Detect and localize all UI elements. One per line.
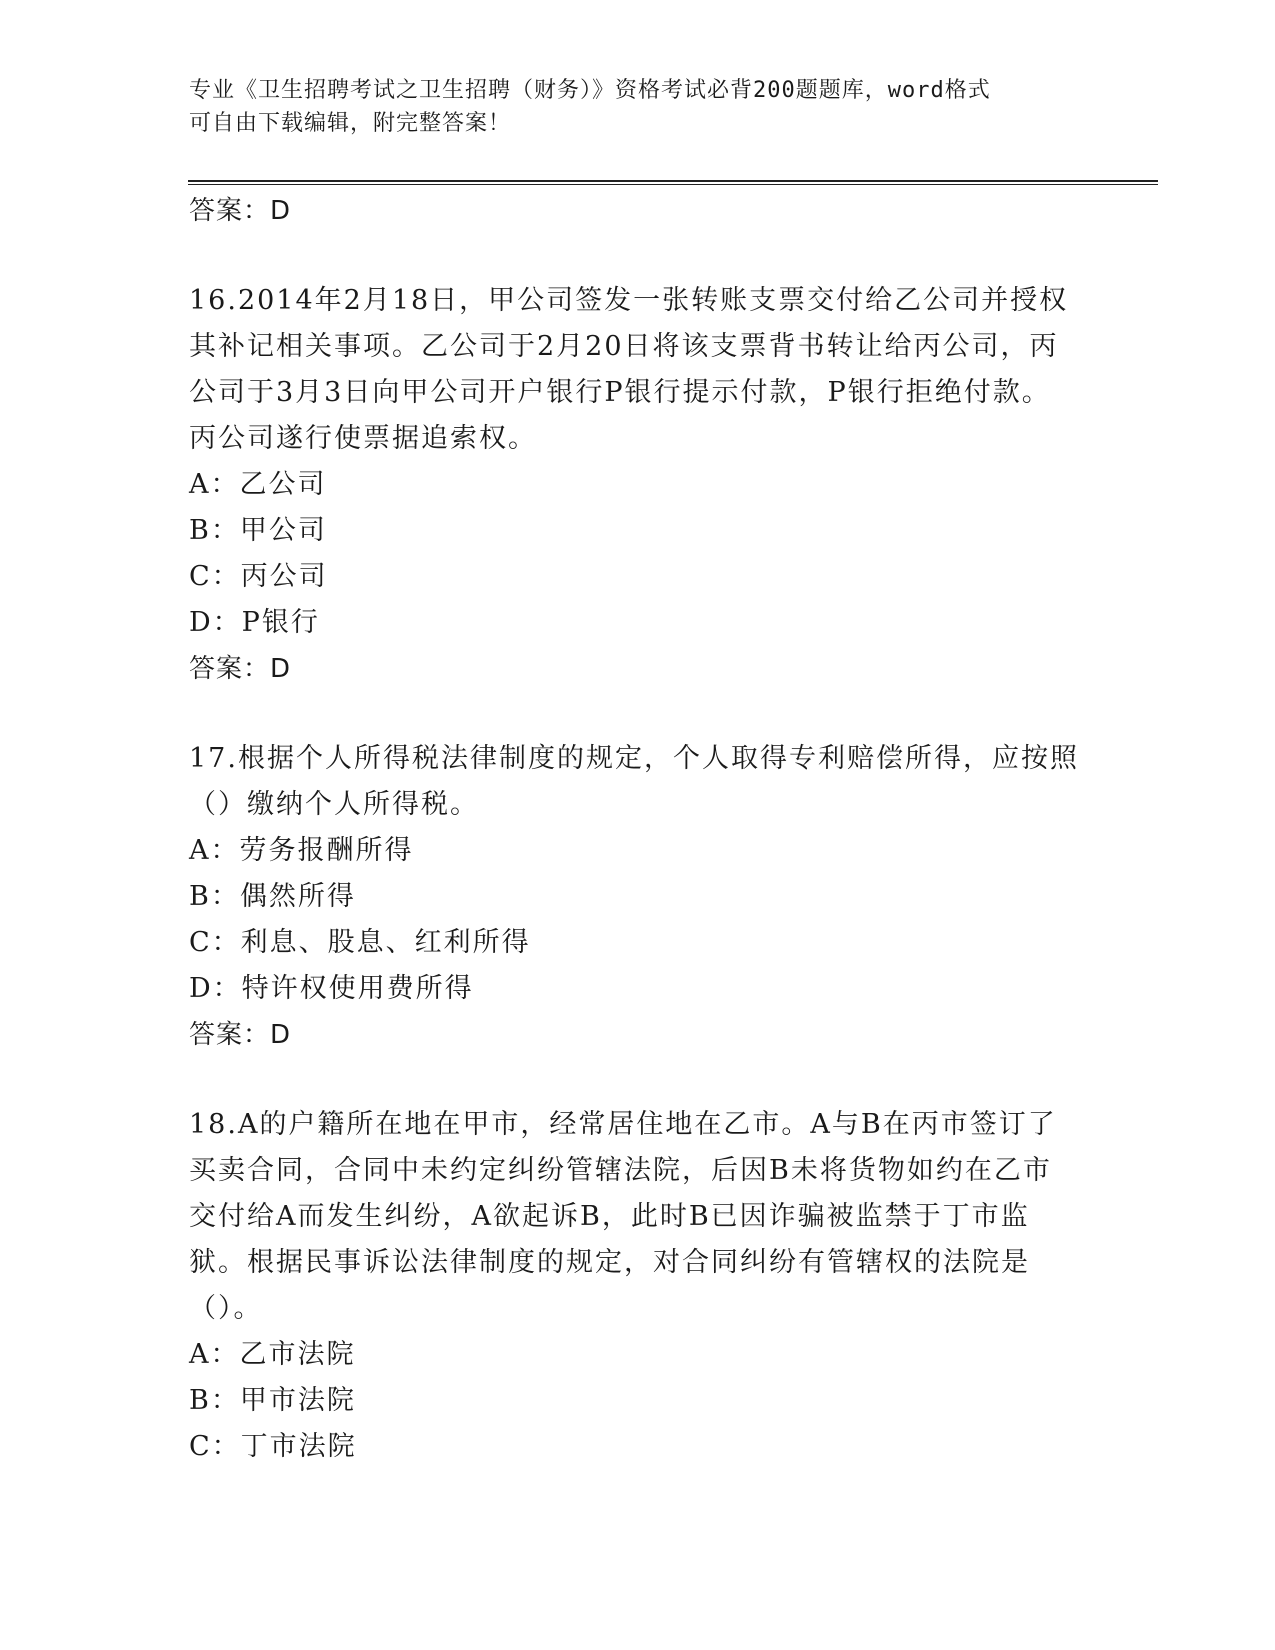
question-17: [189, 736, 1089, 1058]
answer-line: 答案：D: [189, 654, 292, 684]
header-line-2: 可自由下载编辑，附完整答案！: [189, 111, 512, 136]
option-b: B：甲公司: [189, 515, 327, 546]
option-c: C：利息、股息、红利所得: [189, 927, 531, 958]
answer-line: 答案：D: [189, 1020, 292, 1050]
question-18: [189, 1102, 1089, 1470]
question-stem: 18.A的户籍所在地在甲市，经常居住地在乙市。A与B在丙市签订了买卖合同，合同中未约定纠纷管辖法院，后因B未将货物如约在乙市交付给A而发生纠纷，A欲起诉B，此时B已因诈骗被监禁于丁市监狱。根据民事诉讼法律制度的规定，对合同纠纷有管辖权的法院是（）。: [189, 1109, 1057, 1324]
header-rule-thin: [188, 184, 1158, 185]
option-a: A：乙公司: [189, 469, 327, 500]
option-c: C：丁市法院: [189, 1431, 357, 1462]
document-header: [189, 74, 1079, 140]
option-d: D：P银行: [189, 607, 320, 638]
question-stem: 16.2014年2月18日，甲公司签发一张转账支票交付给乙公司并授权其补记相关事项。乙公司于2月20日将该支票背书转让给丙公司，丙公司于3月3日向甲公司开户银行P银行提示付款，P银行拒绝付款。丙公司遂行使票据追索权。: [189, 285, 1069, 454]
option-a: A：乙市法院: [189, 1339, 356, 1370]
option-b: B：偶然所得: [189, 881, 356, 912]
header-line-1: 专业《卫生招聘考试之卫生招聘（财务）》资格考试必背200题题库，word格式: [189, 78, 991, 103]
option-d: D：特许权使用费所得: [189, 973, 474, 1004]
question-list: [189, 188, 1089, 1470]
option-c: C：丙公司: [189, 561, 328, 592]
answer-line: 答案：D: [189, 196, 292, 226]
option-b: B：甲市法院: [189, 1385, 356, 1416]
option-a: A：劳务报酬所得: [189, 835, 414, 866]
question-16: [189, 278, 1089, 692]
header-rule: [188, 180, 1158, 182]
question-stem: 17.根据个人所得税法律制度的规定，个人取得专利赔偿所得，应按照（）缴纳个人所得税。: [189, 743, 1079, 820]
